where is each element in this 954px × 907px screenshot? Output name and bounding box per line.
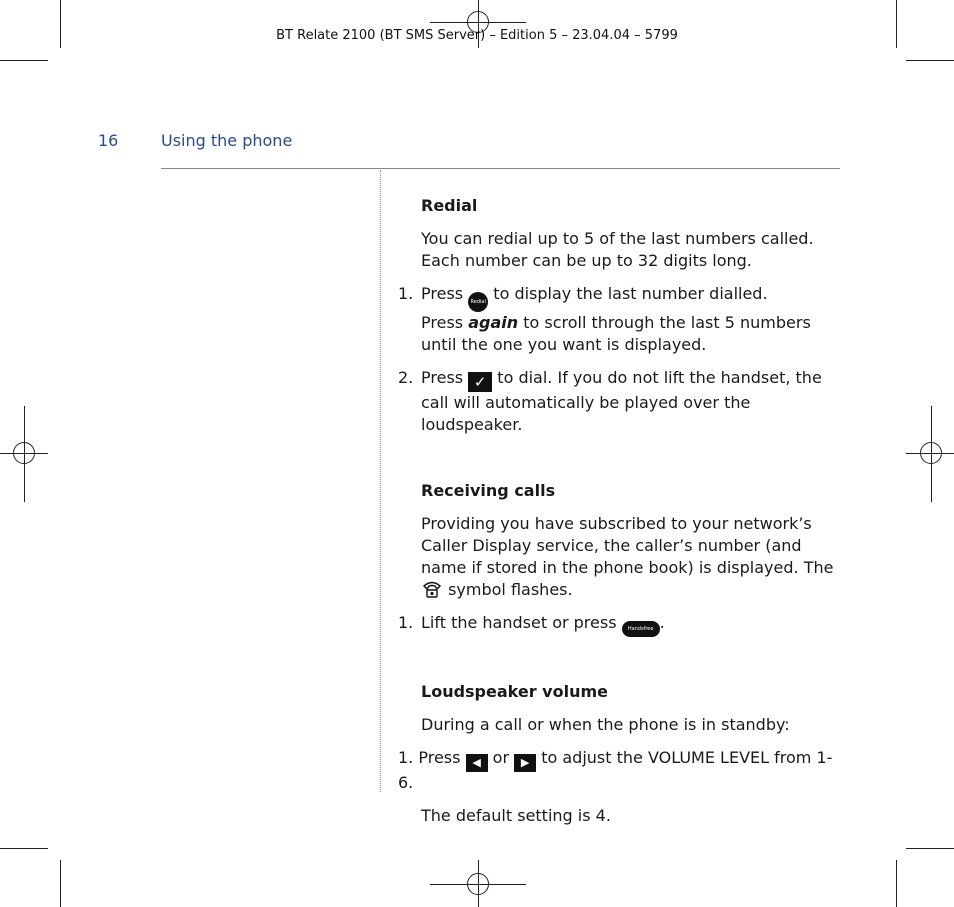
step-text: Press [421, 284, 464, 303]
receiving-intro-text: symbol flashes. [448, 580, 573, 599]
page-number: 16 [98, 131, 119, 150]
step-text: to display the last number dialled. [493, 284, 768, 303]
volume-step-1 [398, 747, 843, 794]
redial-button-icon: Redial [468, 292, 488, 312]
volume-intro: During a call or when the phone is in standby: [421, 715, 790, 734]
registration-mark [467, 873, 489, 895]
step-text: . [659, 613, 665, 632]
step-number: 1. [398, 613, 414, 632]
redial-intro-line1: You can redial up to 5 of the last numbers called. [421, 229, 814, 248]
step-text: to dial. If you do not lift the handset, the call will automatically be played over the loudspeaker. [421, 368, 822, 434]
receiving-intro-text: Providing you have subscribed to your network’s Caller Display service, the caller’s number (and name if stored in the phone book) is displayed. The [421, 514, 834, 577]
step-number: 1. [398, 284, 414, 303]
crop-mark [906, 60, 954, 61]
redial-step-2 [398, 367, 843, 436]
step-text: Press [421, 368, 464, 387]
step-text: to scroll through the last 5 numbers until the one you want is displayed. [421, 313, 811, 354]
step-text: Press [421, 313, 464, 332]
receiving-heading: Receiving calls [421, 481, 556, 500]
edition-header: BT Relate 2100 (BT SMS Server) – Edition 5 – 23.04.04 – 5799 [276, 28, 678, 43]
left-arrow-button-icon: ◀ [466, 754, 488, 772]
redial-step-1 [398, 283, 843, 356]
crop-mark [60, 860, 61, 907]
step-number: 1. [398, 748, 414, 767]
receiving-intro [421, 513, 843, 601]
column-divider [380, 170, 381, 792]
section-title: Using the phone [161, 131, 293, 150]
redial-intro [421, 228, 843, 272]
volume-heading: Loudspeaker volume [421, 682, 608, 701]
main-content [398, 195, 843, 838]
step-text: Press [418, 748, 461, 767]
step-text: to adjust the VOLUME LEVEL from 1-6. [398, 748, 833, 792]
registration-mark [920, 442, 942, 464]
redial-heading: Redial [421, 196, 478, 215]
checkmark-button-icon: ✓ [468, 372, 492, 392]
receiving-step-1 [398, 612, 843, 637]
crop-mark [896, 860, 897, 907]
volume-default-text: The default setting is 4. [421, 806, 611, 825]
handsfree-button-icon: Handsfree [622, 621, 660, 637]
volume-default [398, 805, 843, 827]
volume-section [398, 681, 843, 736]
crop-mark [0, 60, 48, 61]
incoming-call-icon [421, 579, 443, 599]
crop-mark [906, 848, 954, 849]
step-text: Lift the handset or press [421, 613, 617, 632]
header-rule [161, 168, 840, 169]
receiving-section [398, 480, 843, 601]
redial-section [398, 195, 843, 272]
right-arrow-button-icon: ▶ [514, 754, 536, 772]
step-number: 2. [398, 368, 414, 387]
emphasis-again: again [468, 313, 519, 332]
crop-mark [0, 848, 48, 849]
redial-intro-line2: Each number can be up to 32 digits long. [421, 251, 752, 270]
registration-mark [13, 442, 35, 464]
step-text: or [492, 748, 510, 767]
